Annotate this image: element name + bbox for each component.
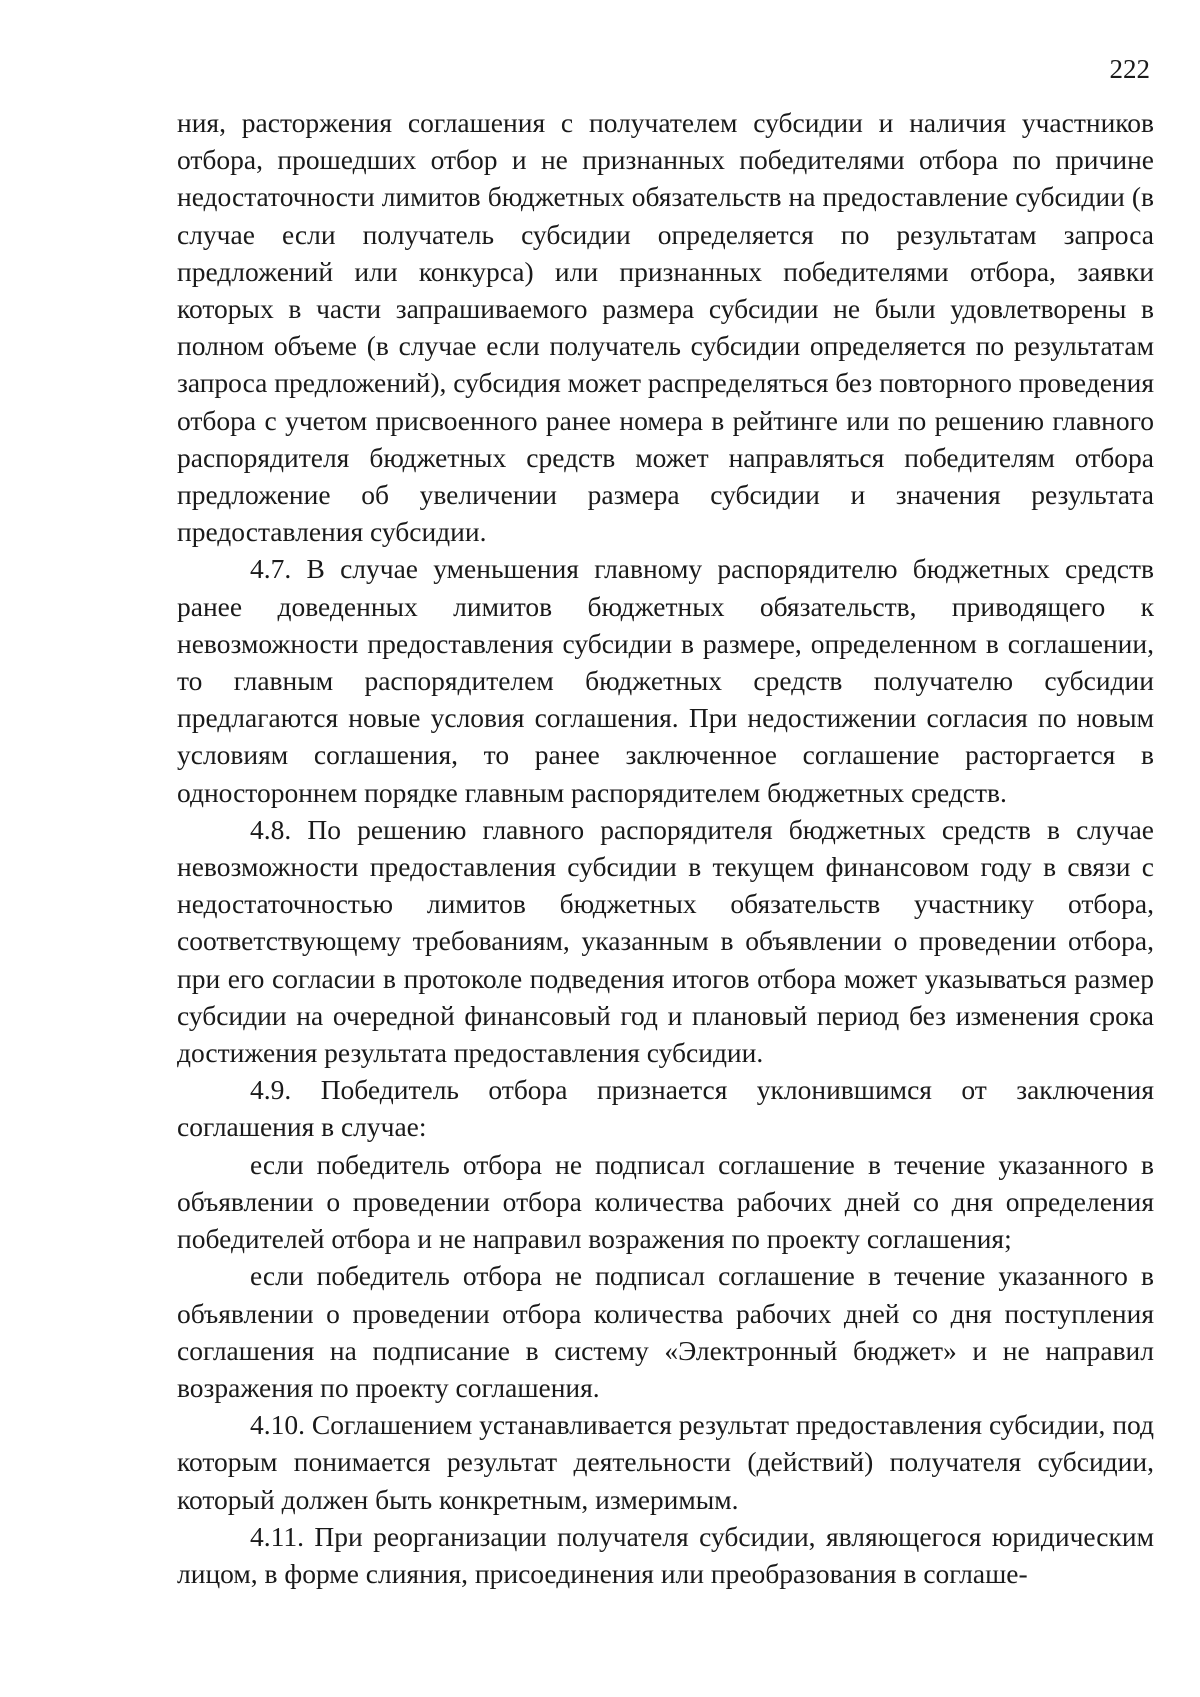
page-number: 222: [1109, 54, 1150, 84]
paragraph-4-10: 4.10. Соглашением устанавливается результат предоставления субсидии, под которым понимается результат деятельности (действий) получателя субсидии, который должен быть конкретным, измеримым.: [177, 1409, 1154, 1515]
paragraph-continuation: ния, расторжения соглашения с получателем субсидии и наличия участников отбора, прошедших отбор и не признанных победителями отбора по причине недостаточности лимитов бюджетных обязательств на предоставление субсидии (в случае если получатель субсидии определяется по результатам запроса предложений или конкурса) или признанных победителями отбора, заявки которых в части запрашиваемого размера субсидии не были удовлетворены в полном объеме (в случае если получатель субсидии определяется по результатам запроса предложений), субсидия может распределяться без повторного проведения отбора с учетом присвоенного ранее номера в рейтинге или по решению главного распорядителя бюджетных средств может направляться победителям отбора предложение об увеличении размера субсидии и значения результата предоставления субсидии.: [177, 107, 1154, 548]
paragraph-4-11: 4.11. При реорганизации получателя субсидии, являющегося юридическим лицом, в форме слияния, присоединения или преобразования в соглаше-: [177, 1520, 1154, 1589]
paragraph-4-9: 4.9. Победитель отбора признается уклонившимся от заключения соглашения в случае:: [177, 1074, 1154, 1143]
paragraph-4-7: 4.7. В случае уменьшения главному распорядителю бюджетных средств ранее доведенных лимитов бюджетных обязательств, приводящего к невозможности предоставления субсидии в размере, определенном в соглашении, то главным распорядителем бюджетных средств получателю субсидии предлагаются новые условия соглашения. При недостижении согласия по новым условиям соглашения, то ранее заключенное соглашение расторгается в одностороннем порядке главным распорядителем бюджетных средств.: [177, 553, 1154, 808]
paragraph-4-9-case-1: если победитель отбора не подписал соглашение в течение указанного в объявлении о проведении отбора количества рабочих дней со дня определения победителей отбора и не направил возражения по проекту соглашения;: [177, 1148, 1154, 1255]
document-body: [177, 104, 1154, 1592]
paragraph-4-8: 4.8. По решению главного распорядителя бюджетных средств в случае невозможности предоставления субсидии в текущем финансовом году в связи с недостаточностью лимитов бюджетных обязательств участнику отбора, соответствующему требованиям, указанным в объявлении о проведении отбора, при его согласии в протоколе подведения итогов отбора может указываться размер субсидии на очередной финансовый год и плановый период без изменения срока достижения результата предоставления субсидии.: [177, 813, 1154, 1069]
paragraph-4-9-case-2: если победитель отбора не подписал соглашение в течение указанного в объявлении о проведении отбора количества рабочих дней со дня поступления соглашения на подписание в систему «Электронный бюджет» и не направил возражения по проекту соглашения.: [177, 1260, 1154, 1403]
